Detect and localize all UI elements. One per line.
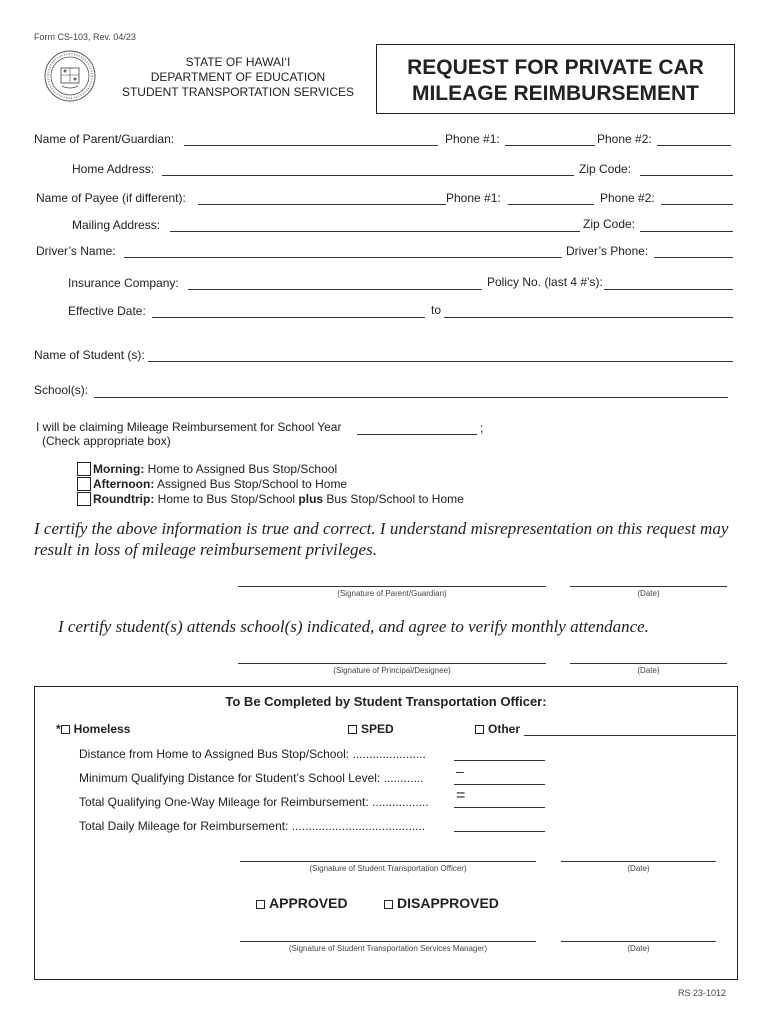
phone1-label: Phone #1: <box>445 132 500 146</box>
phone2-label: Phone #2: <box>597 132 652 146</box>
student-name-field[interactable] <box>148 361 733 362</box>
claim-statement: I will be claiming Mileage Reimbursement for School Year <box>36 420 342 434</box>
effective-date-to-field[interactable] <box>444 317 733 318</box>
parent-name-label: Name of Parent/Guardian: <box>34 132 175 146</box>
officer-date-caption: (Date) <box>627 864 650 873</box>
equals-sign: = <box>456 787 466 804</box>
attendance-certify-statement: I certify student(s) attends school(s) indicated, and agree to verify monthly attendance. <box>58 617 649 636</box>
policy-no-field[interactable] <box>604 289 733 290</box>
other-label: Other <box>488 722 521 736</box>
disapproved-checkbox[interactable] <box>384 900 393 909</box>
minimum-distance-field[interactable] <box>454 784 545 785</box>
officer-heading: To Be Completed by Student Transportation Officer: <box>225 694 547 709</box>
principal-date-caption: (Date) <box>637 666 660 675</box>
schools-label: School(s): <box>34 383 89 397</box>
daily-mileage-label: Total Daily Mileage for Reimbursement: ........................................ <box>79 819 426 833</box>
one-way-mileage-label: Total Qualifying One-Way Mileage for Reimbursement: ................. <box>79 795 429 809</box>
manager-date-caption: (Date) <box>627 944 650 953</box>
footer-code: RS 23-1012 <box>678 988 727 998</box>
phone2-field[interactable] <box>657 145 731 146</box>
morning-checkbox[interactable] <box>77 462 91 476</box>
approved-label: APPROVED <box>269 895 348 911</box>
homeless-label: Homeless <box>73 722 131 736</box>
payee-name-field[interactable] <box>198 204 446 205</box>
driver-phone-field[interactable] <box>654 257 733 258</box>
mailing-address-label: Mailing Address: <box>72 218 161 232</box>
form-title-line2: MILEAGE REIMBURSEMENT <box>411 82 699 105</box>
sped-label: SPED <box>361 722 394 736</box>
parent-date-caption: (Date) <box>637 589 660 598</box>
payee-phone2-label: Phone #2: <box>600 191 655 205</box>
state-seal-icon <box>44 50 96 102</box>
approved-checkbox[interactable] <box>256 900 265 909</box>
officer-signature-field[interactable] <box>240 861 536 862</box>
check-instruction: (Check appropriate box) <box>42 434 171 448</box>
zip-code-field[interactable] <box>640 175 733 176</box>
manager-signature-field[interactable] <box>240 941 536 942</box>
sped-option <box>348 722 394 736</box>
driver-name-label: Driver’s Name: <box>36 244 116 258</box>
state-name: STATE OF HAWAI‘I <box>185 55 291 69</box>
morning-option: Morning: Home to Assigned Bus Stop/School <box>93 462 338 476</box>
asterisk: * <box>56 722 61 736</box>
homeless-option <box>56 722 130 736</box>
parent-signature-caption: (Signature of Parent/Guardian) <box>337 589 447 598</box>
distance-label: Distance from Home to Assigned Bus Stop/School: ...................... <box>79 747 426 761</box>
afternoon-option: Afternoon: Assigned Bus Stop/School to Home <box>93 477 348 491</box>
policy-no-label: Policy No. (last 4 #’s): <box>487 275 603 289</box>
homeless-checkbox[interactable] <box>61 725 70 734</box>
insurance-company-label: Insurance Company: <box>68 276 179 290</box>
principal-signature-field[interactable] <box>238 663 546 664</box>
distance-field[interactable] <box>454 760 545 761</box>
trip-checkboxes <box>77 462 91 507</box>
payee-phone1-field[interactable] <box>508 204 594 205</box>
payee-phone2-field[interactable] <box>661 204 733 205</box>
parent-name-field[interactable] <box>184 145 438 146</box>
one-way-mileage-field[interactable] <box>454 807 545 808</box>
zip-code-label: Zip Code: <box>579 162 632 176</box>
afternoon-checkbox[interactable] <box>77 477 91 491</box>
driver-phone-label: Driver’s Phone: <box>566 244 649 258</box>
school-year-field[interactable] <box>357 434 477 435</box>
approved-option <box>256 895 348 911</box>
mailing-address-field[interactable] <box>170 231 580 232</box>
certify-statement-line1: I certify the above information is true and correct. I understand misrepresentation on this request may <box>34 519 729 538</box>
manager-signature-caption: (Signature of Student Transportation Services Manager) <box>288 944 488 953</box>
form-number: Form CS-103, Rev. 04/23 <box>34 32 136 42</box>
parent-signature-field[interactable] <box>238 586 546 587</box>
manager-date-field[interactable] <box>561 941 716 942</box>
payee-phone1-label: Phone #1: <box>446 191 501 205</box>
effective-date-from-field[interactable] <box>152 317 425 318</box>
driver-name-field[interactable] <box>124 257 562 258</box>
sped-checkbox[interactable] <box>348 725 357 734</box>
form-title-line1: REQUEST FOR PRIVATE CAR <box>407 56 704 79</box>
roundtrip-option: Roundtrip: Home to Bus Stop/School plus Bus Stop/School to Home <box>93 492 464 506</box>
minimum-distance-label: Minimum Qualifying Distance for Student’s School Level: ............ <box>79 771 424 785</box>
division-name: STUDENT TRANSPORTATION SERVICES <box>121 85 355 99</box>
other-checkbox[interactable] <box>475 725 484 734</box>
mailing-zip-field[interactable] <box>640 231 733 232</box>
principal-signature-caption: (Signature of Principal/Designee) <box>333 666 451 675</box>
phone1-field[interactable] <box>505 145 595 146</box>
date-to-label: to <box>431 303 442 317</box>
other-option <box>475 722 520 736</box>
principal-date-field[interactable] <box>570 663 727 664</box>
trip-options <box>93 462 464 507</box>
student-name-label: Name of Student (s): <box>34 348 145 362</box>
officer-date-field[interactable] <box>561 861 716 862</box>
schools-field[interactable] <box>94 397 728 398</box>
other-field[interactable] <box>524 735 736 736</box>
minus-sign: – <box>456 763 464 779</box>
officer-signature-caption: (Signature of Student Transportation Officer) <box>309 864 467 873</box>
form-title-box <box>376 44 735 114</box>
mailing-zip-label: Zip Code: <box>583 217 636 231</box>
home-address-label: Home Address: <box>72 162 155 176</box>
roundtrip-checkbox[interactable] <box>77 492 91 506</box>
insurance-company-field[interactable] <box>188 289 482 290</box>
effective-date-label: Effective Date: <box>68 304 146 318</box>
payee-name-label: Name of Payee (if different): <box>36 191 186 205</box>
claim-end: ; <box>480 421 484 435</box>
agency-header <box>110 55 366 100</box>
department-name: DEPARTMENT OF EDUCATION <box>150 70 326 84</box>
certify-statement-line2: result in loss of mileage reimbursement privileges. <box>34 540 377 559</box>
disapproved-option <box>384 895 499 911</box>
home-address-field[interactable] <box>162 175 574 176</box>
disapproved-label: DISAPPROVED <box>397 895 499 911</box>
parent-date-field[interactable] <box>570 586 727 587</box>
daily-mileage-field[interactable] <box>454 831 545 832</box>
